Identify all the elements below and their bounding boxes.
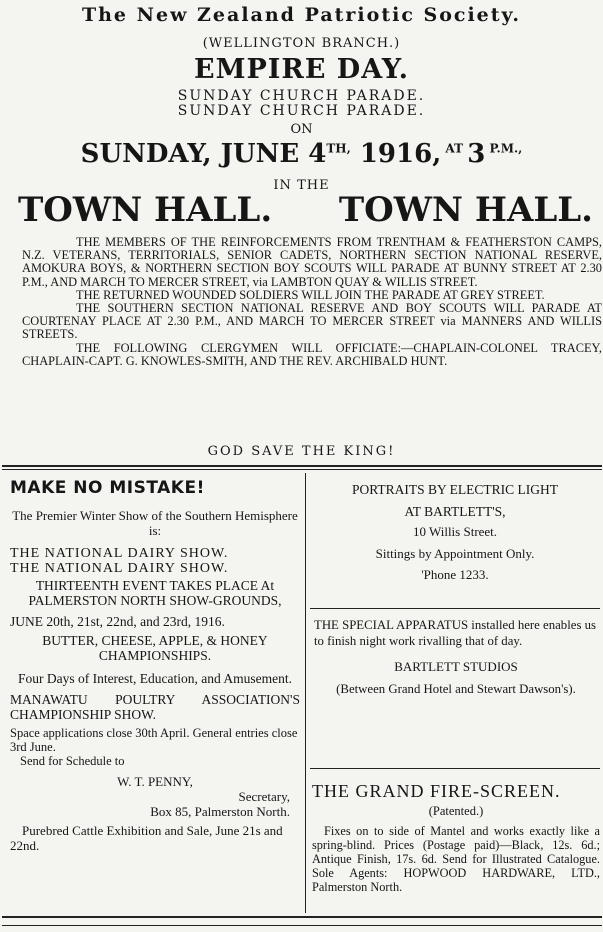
- empire-day-heading: EMPIRE DAY.: [193, 54, 410, 85]
- four-days-text: Four Days of Interest, Education, and Amusement.: [17, 671, 293, 686]
- bartlett-studio-advert: [314, 617, 598, 697]
- send-text: Send for Schedule to: [20, 754, 125, 768]
- fire-screen-title: THE GRAND FIRE-SCREEN.: [312, 781, 561, 801]
- penny-title: Secretary,: [238, 789, 290, 804]
- event-text: THIRTEENTH EVENT TAKES PLACE At PALMERSTON NORTH SHOW-GROUNDS,: [28, 578, 282, 608]
- sittings-line: Sittings by Appointment Only.: [375, 546, 535, 561]
- address-line: 10 Willis Street.: [412, 524, 498, 539]
- parade-details: [22, 236, 602, 368]
- right-rule-2: [310, 768, 600, 769]
- para-southern: THE SOUTHERN SECTION NATIONAL RESERVE AND BOY SCOUTS WILL PARADE AT COURTENAY PLACE AT 2.30 P.M., AND MARCH TO MERCER STREET via MANNERS AND WILLIS STREETS.: [22, 301, 602, 342]
- cattle-text: Purebred Cattle Exhibition and Sale, June 21s and 22nd.: [10, 823, 283, 853]
- branch-line: (WELLINGTON BRANCH.): [202, 36, 401, 51]
- fire-screen-advert: [312, 781, 600, 894]
- in-the-line: IN THE: [273, 178, 330, 193]
- town-hall-left: TOWN HALL.: [18, 190, 273, 230]
- date-time: 3: [467, 139, 486, 169]
- intro-text: The Premier Winter Show of the Southern Hemisphere is:: [12, 508, 298, 538]
- parade-line-1: SUNDAY CHURCH PARADE.: [177, 88, 426, 104]
- dates-text: JUNE 20th, 21st, 22nd, and 23rd, 1916.: [10, 614, 225, 629]
- poultry-text: MANAWATU POULTRY ASSOCIATION'S CHAMPIONSHIP SHOW.: [10, 692, 300, 722]
- phone-line: 'Phone 1233.: [421, 567, 489, 582]
- para-reinforcements: THE MEMBERS OF THE REINFORCEMENTS FROM TRENTHAM & FEATHERSTON CAMPS, N.Z. VETERANS, TERRITORIALS, SENIOR CADETS, NORTHERN SECTION NATIONAL RESERVE, AMOKURA BOYS, & NORTHERN SECTION BOY SCOUTS WILL PARADE AT BUNNY STREET AT 2.30 P.M., AND MARCH TO MERCER STREET, via LAMBTON QUAY & WILLIS STREET.: [22, 235, 602, 289]
- special-apparatus: THE SPECIAL APPARATUS installed here enables us to finish night work rivalling that of day.: [314, 618, 596, 648]
- dairy-show-advert: [10, 478, 300, 853]
- date-suffix: TH,: [326, 141, 351, 156]
- separator-top: [2, 465, 602, 467]
- portraits-line: PORTRAITS BY ELECTRIC LIGHT: [351, 482, 559, 497]
- right-rule-1: [310, 608, 600, 609]
- date-pm: P.M.,: [485, 141, 523, 156]
- patented-line: (Patented.): [428, 804, 484, 818]
- studios-name: BARTLETT STUDIOS: [394, 659, 518, 674]
- show-line-2: THE NATIONAL DAIRY SHOW.: [10, 561, 229, 576]
- para-wounded: THE RETURNED WOUNDED SOLDIERS WILL JOIN THE PARADE AT GREY STREET.: [76, 287, 545, 302]
- space-text: Space applications close 30th April. General entries close 3rd June.: [10, 726, 298, 754]
- between-line: (Between Grand Hotel and Stewart Dawson's).: [336, 682, 576, 696]
- make-no-mistake: MAKE NO MISTAKE!: [10, 478, 205, 498]
- parade-line-2: SUNDAY CHURCH PARADE.: [177, 103, 426, 119]
- society-title: The New Zealand Patriotic Society.: [81, 4, 522, 26]
- separator-bottom-thin: [2, 925, 602, 926]
- at-bartletts: AT BARTLETT'S,: [404, 504, 506, 519]
- championships-text: BUTTER, CHEESE, APPLE, & HONEY CHAMPIONSHIPS.: [42, 633, 268, 663]
- town-hall-row: [0, 190, 603, 230]
- date-year: 1916,: [350, 139, 442, 169]
- penny-name: W. T. PENNY,: [117, 774, 193, 789]
- para-clergymen: THE FOLLOWING CLERGYMEN WILL OFFICIATE:—CHAPLAIN-COLONEL TRACEY, CHAPLAIN-CAPT. G. KNOWLES-SMITH, AND THE REV. ARCHIBALD HUNT.: [22, 340, 602, 368]
- bartlett-advert: [312, 482, 598, 582]
- date-at: AT: [441, 141, 468, 156]
- god-save-the-king: GOD SAVE THE KING!: [207, 444, 396, 459]
- separator-bottom: [2, 916, 602, 918]
- separator-top-thin: [2, 469, 602, 470]
- on-line: ON: [290, 122, 313, 137]
- fire-screen-body: Fixes on to side of Mantel and works exactly like a spring-blind. Prices (Postage paid)—Black, 12s. 6d.; Antique Finish, 17s. 6d. Send for Illustrated Catalogue. Sole Agents: HOPWOOD HARDWARE, LTD., Palmerston North.: [312, 824, 600, 894]
- column-divider: [305, 473, 306, 913]
- date-line: [0, 139, 603, 169]
- town-hall-right: TOWN HALL.: [338, 190, 593, 230]
- show-line-1: THE NATIONAL DAIRY SHOW.: [10, 546, 229, 561]
- date-main: SUNDAY, JUNE 4: [80, 139, 327, 169]
- box-address: Box 85, Palmerston North.: [150, 804, 290, 819]
